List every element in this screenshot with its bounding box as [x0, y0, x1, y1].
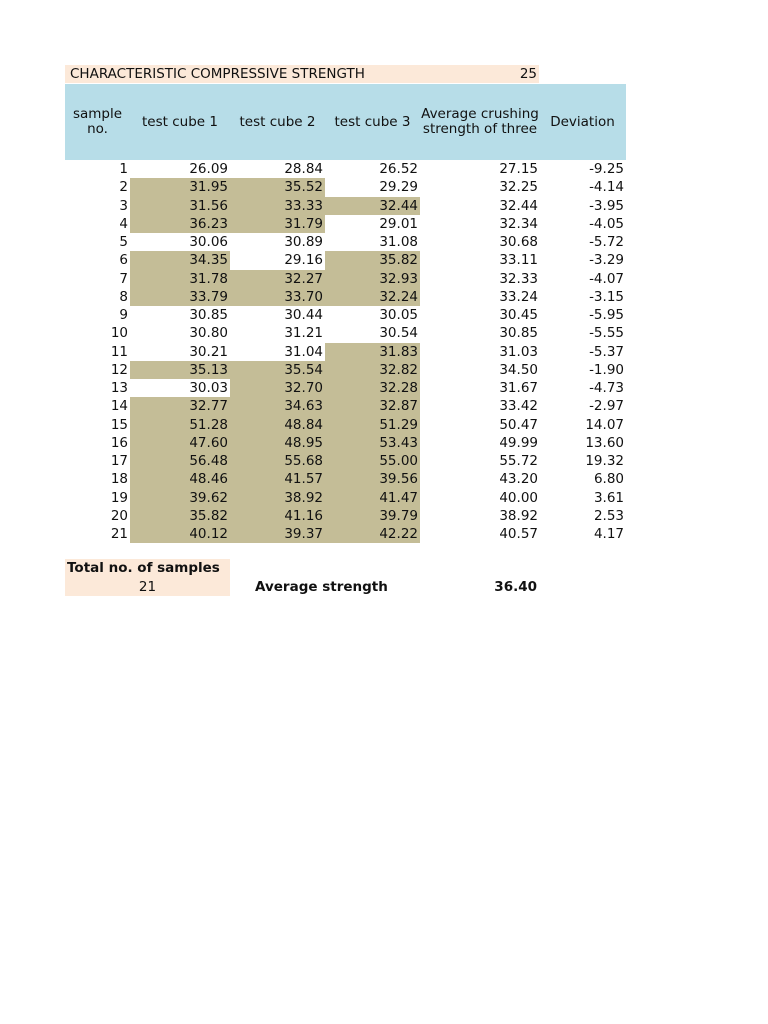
test-cube-3-cell: 32.24 [325, 288, 420, 306]
average-strength-cell: 32.44 [499, 197, 538, 214]
sample-no-cell: 15 [110, 416, 128, 433]
test-cube-1-cell: 30.80 [189, 325, 228, 342]
deviation-cell: -5.72 [589, 234, 624, 250]
test-cube-2-cell: 33.33 [230, 197, 325, 215]
test-cube-1-cell: 32.77 [130, 397, 230, 415]
average-strength-cell: 43.20 [499, 471, 538, 488]
sample-no-cell: 7 [119, 270, 128, 287]
test-cube-1-cell: 30.21 [189, 343, 228, 360]
test-cube-3-cell: 32.87 [325, 397, 420, 415]
sample-no-cell: 16 [110, 434, 128, 451]
table-header [65, 84, 626, 160]
test-cube-3-cell: 35.82 [325, 251, 420, 269]
average-strength-cell: 40.00 [499, 489, 538, 506]
sample-no-cell: 17 [110, 453, 128, 469]
sample-no-cell: 11 [110, 343, 128, 360]
header-test-cube-2: test cube 2 [239, 113, 316, 130]
test-cube-3-cell: 41.47 [325, 489, 420, 507]
test-cube-2-cell: 30.89 [284, 234, 323, 250]
sample-no-cell: 20 [110, 507, 128, 524]
deviation-cell: -4.14 [589, 179, 624, 196]
table-row [65, 197, 626, 215]
deviation-cell: -5.95 [589, 307, 624, 323]
test-cube-2-cell: 35.52 [230, 178, 325, 196]
sample-no-cell: 19 [110, 489, 128, 506]
average-strength-cell: 40.57 [499, 526, 538, 542]
test-cube-2-cell: 31.21 [284, 325, 323, 342]
test-cube-2-cell: 39.37 [230, 525, 325, 543]
characteristic-strength-value: 25 [519, 66, 537, 82]
test-cube-1-cell: 36.23 [130, 215, 230, 233]
table-row [65, 416, 626, 434]
deviation-cell: 6.80 [593, 471, 624, 488]
sample-no-cell: 4 [119, 215, 128, 232]
test-cube-1-cell: 35.82 [130, 507, 230, 525]
sample-no-cell: 6 [119, 252, 128, 269]
test-cube-3-cell: 53.43 [325, 434, 420, 452]
test-cube-2-cell: 38.92 [230, 489, 325, 507]
sample-no-cell: 12 [110, 361, 128, 378]
test-cube-1-cell: 47.60 [130, 434, 230, 452]
deviation-cell: -1.90 [589, 361, 624, 378]
test-cube-2-cell: 48.95 [230, 434, 325, 452]
test-cube-2-cell: 41.16 [230, 507, 325, 525]
average-strength-value: 36.40 [494, 579, 537, 595]
table-row [65, 397, 626, 415]
test-cube-1-cell: 48.46 [130, 470, 230, 488]
table-row [65, 233, 626, 251]
table-row [65, 270, 626, 288]
average-strength-cell: 33.24 [499, 288, 538, 305]
sample-no-cell: 14 [110, 398, 128, 415]
table-row [65, 379, 626, 397]
header-test-cube-1: test cube 1 [142, 113, 218, 130]
test-cube-1-cell: 39.62 [130, 489, 230, 507]
test-cube-3-cell: 39.56 [325, 470, 420, 488]
header-deviation: Deviation [550, 113, 615, 130]
table-row [65, 434, 626, 452]
sample-no-cell: 3 [119, 197, 128, 214]
average-strength-cell: 32.25 [499, 179, 538, 196]
table-row [65, 288, 626, 306]
total-samples-value: 21 [65, 578, 230, 596]
deviation-cell: -3.29 [589, 252, 624, 269]
deviation-cell: 14.07 [585, 416, 624, 433]
test-cube-3-cell: 29.01 [379, 215, 418, 232]
test-cube-2-cell: 41.57 [230, 470, 325, 488]
test-cube-1-cell: 40.12 [130, 525, 230, 543]
deviation-cell: 13.60 [585, 434, 624, 451]
test-cube-2-cell: 28.84 [284, 161, 323, 177]
deviation-cell: -3.95 [589, 197, 624, 214]
test-cube-2-cell: 34.63 [230, 397, 325, 415]
test-cube-2-cell: 31.79 [230, 215, 325, 233]
deviation-cell: -4.05 [589, 215, 624, 232]
test-cube-1-cell: 30.06 [189, 234, 228, 250]
test-cube-3-cell: 51.29 [325, 416, 420, 434]
average-strength-cell: 31.67 [499, 380, 538, 396]
test-cube-3-cell: 42.22 [325, 525, 420, 543]
header-test-cube-3: test cube 3 [334, 113, 411, 130]
average-strength-cell: 34.50 [499, 361, 538, 378]
average-strength-cell: 32.33 [499, 270, 538, 287]
test-cube-3-cell: 30.05 [379, 307, 418, 323]
test-cube-3-cell: 55.00 [325, 452, 420, 470]
test-cube-3-cell: 30.54 [379, 325, 418, 342]
deviation-cell: -2.97 [589, 398, 624, 415]
test-cube-2-cell: 33.70 [230, 288, 325, 306]
table-row [65, 251, 626, 269]
table-row [65, 361, 626, 379]
test-cube-2-cell: 31.04 [284, 343, 323, 360]
deviation-cell: -4.07 [589, 270, 624, 287]
sample-no-cell: 10 [110, 325, 128, 342]
table-row [65, 507, 626, 525]
average-strength-cell: 33.11 [499, 252, 538, 269]
sample-no-cell: 21 [110, 526, 128, 542]
test-cube-3-cell: 31.08 [379, 234, 418, 250]
deviation-cell: -5.55 [589, 325, 624, 342]
test-cube-1-cell: 33.79 [130, 288, 230, 306]
test-cube-1-cell: 56.48 [130, 452, 230, 470]
test-cube-1-cell: 31.95 [130, 178, 230, 196]
deviation-cell: 3.61 [593, 489, 624, 506]
table-row [65, 160, 626, 178]
sample-no-cell: 18 [110, 471, 128, 488]
test-cube-2-cell: 55.68 [230, 452, 325, 470]
test-cube-2-cell: 35.54 [230, 361, 325, 379]
test-cube-1-cell: 31.56 [130, 197, 230, 215]
test-cube-1-cell: 34.35 [130, 251, 230, 269]
test-cube-1-cell: 31.78 [130, 270, 230, 288]
deviation-cell: 4.17 [593, 526, 624, 542]
test-cube-3-cell: 26.52 [379, 161, 418, 177]
average-strength-label: Average strength [255, 579, 388, 595]
test-cube-2-cell: 32.70 [230, 379, 325, 397]
test-cube-3-cell: 32.28 [325, 379, 420, 397]
characteristic-strength-row [65, 65, 539, 83]
sample-no-cell: 9 [119, 307, 128, 323]
sample-no-cell: 1 [119, 161, 128, 177]
test-cube-1-cell: 26.09 [189, 161, 228, 177]
average-strength-cell: 38.92 [499, 507, 538, 524]
table-row [65, 324, 626, 342]
test-cube-1-cell: 35.13 [130, 361, 230, 379]
deviation-cell: -9.25 [589, 161, 624, 177]
sample-no-cell: 13 [110, 380, 128, 396]
average-strength-cell: 30.68 [499, 234, 538, 250]
sample-no-cell: 8 [119, 288, 128, 305]
test-cube-3-cell: 29.29 [379, 179, 418, 196]
average-strength-cell: 30.85 [499, 325, 538, 342]
table-body [65, 160, 626, 543]
average-strength-cell: 55.72 [499, 453, 538, 469]
table-row [65, 525, 626, 543]
header-average-strength: Average crushing strength of three [421, 106, 539, 137]
table-row [65, 452, 626, 470]
test-cube-3-cell: 31.83 [325, 343, 420, 361]
test-cube-3-cell: 32.93 [325, 270, 420, 288]
test-cube-2-cell: 32.27 [230, 270, 325, 288]
average-strength-cell: 33.42 [499, 398, 538, 415]
test-cube-1-cell: 30.03 [189, 380, 228, 396]
deviation-cell: -4.73 [589, 380, 624, 396]
table-row [65, 306, 626, 324]
deviation-cell: -3.15 [589, 288, 624, 305]
table-row [65, 489, 626, 507]
average-strength-cell: 32.34 [499, 215, 538, 232]
header-sample-no: sample no. [72, 106, 123, 137]
sample-no-cell: 2 [119, 179, 128, 196]
test-cube-2-cell: 48.84 [230, 416, 325, 434]
test-cube-1-cell: 51.28 [130, 416, 230, 434]
average-strength-cell: 31.03 [499, 343, 538, 360]
table-row [65, 470, 626, 488]
test-cube-2-cell: 30.44 [284, 307, 323, 323]
test-cube-1-cell: 30.85 [189, 307, 228, 323]
test-cube-3-cell: 32.82 [325, 361, 420, 379]
test-cube-3-cell: 39.79 [325, 507, 420, 525]
sample-no-cell: 5 [119, 234, 128, 250]
characteristic-strength-label: CHARACTERISTIC COMPRESSIVE STRENGTH [70, 66, 365, 82]
test-cube-2-cell: 29.16 [284, 252, 323, 269]
table-row [65, 178, 626, 196]
test-cube-3-cell: 32.44 [325, 197, 420, 215]
table-row [65, 215, 626, 233]
average-strength-cell: 27.15 [499, 161, 538, 177]
deviation-cell: -5.37 [589, 343, 624, 360]
deviation-cell: 19.32 [585, 453, 624, 469]
average-strength-cell: 50.47 [499, 416, 538, 433]
table-row [65, 343, 626, 361]
average-strength-cell: 49.99 [499, 434, 538, 451]
total-samples-label: Total no. of samples [65, 559, 230, 578]
average-strength-cell: 30.45 [499, 307, 538, 323]
deviation-cell: 2.53 [593, 507, 624, 524]
